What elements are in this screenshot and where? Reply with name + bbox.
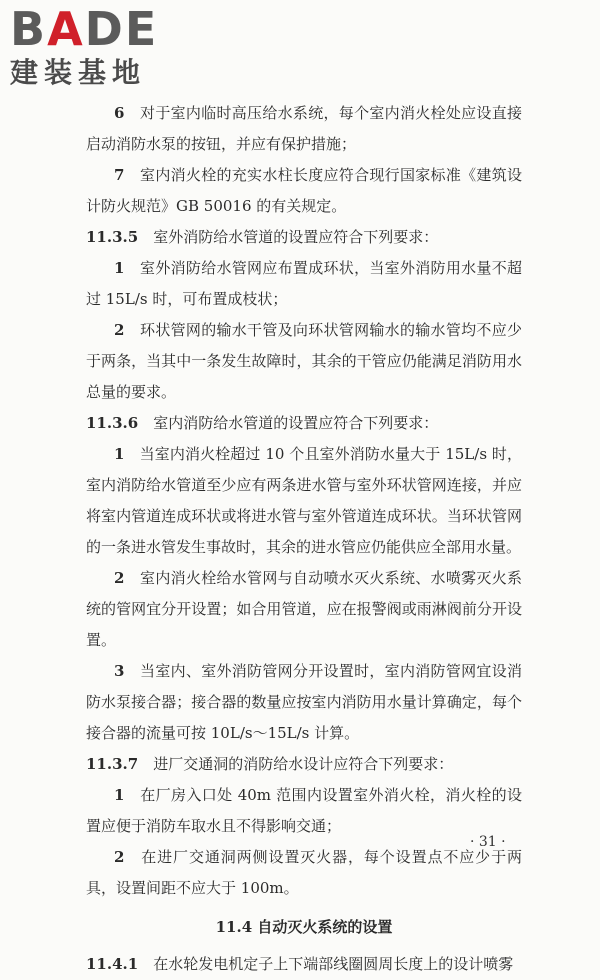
item-number: 7 (114, 166, 125, 184)
logo-subtitle: 建装基地 (10, 56, 147, 89)
document-body (86, 98, 522, 980)
clause-11-3-6 (86, 408, 522, 439)
clause-11-3-5 (86, 222, 522, 253)
clause-11-4-1 (86, 949, 522, 980)
item-number: 3 (114, 662, 125, 680)
paragraph-6 (86, 98, 522, 160)
logo-letters-de: DE (84, 2, 159, 56)
item-text: 环状管网的输水干管及向环状管网输水的输水管均不应少于两条，当其中一条发生故障时，其余的干管应仍能满足消防用水总量的要求。 (86, 321, 522, 401)
clause-11-3-6-item-2 (86, 563, 522, 656)
clause-text: 进厂交通洞的消防给水设计应符合下列要求： (153, 755, 454, 773)
clause-number: 11.3.5 (86, 228, 139, 246)
item-number: 1 (114, 445, 125, 463)
clause-text: 室外消防给水管道的设置应符合下列要求： (153, 228, 439, 246)
clause-text: 在水轮发电机定子上下端部线圈圆周长度上的设计喷雾 (153, 955, 514, 973)
clause-11-3-7-item-1 (86, 780, 522, 842)
clause-11-3-6-item-1 (86, 439, 522, 563)
clause-number: 11.4.1 (86, 955, 139, 973)
item-text: 在进厂交通洞两侧设置灭火器，每个设置点不应少于两具，设置间距不应大于 100m。 (86, 848, 522, 897)
clause-11-3-7-item-2 (86, 842, 522, 904)
item-text: 对于室内临时高压给水系统，每个室内消火栓处应设直接启动消防水泵的按钮，并应有保护措施； (86, 104, 522, 153)
section-title-11-4: 11.4 自动灭火系统的设置 (215, 918, 393, 936)
clause-11-3-7 (86, 749, 522, 780)
clause-number: 11.3.6 (86, 414, 139, 432)
item-number: 1 (114, 259, 125, 277)
logo-letter-a: A (47, 2, 85, 56)
clause-11-3-5-item-2 (86, 315, 522, 408)
item-number: 2 (114, 321, 125, 339)
logo-letter-b: B (10, 2, 48, 56)
clause-11-3-6-item-3 (86, 656, 522, 749)
item-number: 6 (114, 104, 125, 122)
item-text: 室外消防给水管网应布置成环状，当室外消防用水量不超过 15L/s 时，可布置成枝状； (86, 259, 522, 308)
item-number: 1 (114, 786, 125, 804)
item-text: 在厂房入口处 40m 范围内设置室外消火栓，消火栓的设置应便于消防车取水且不得影响交通； (86, 786, 522, 835)
item-text: 当室内消火栓超过 10 个且室外消防水量大于 15L/s 时，室内消防给水管道至少应有两条进水管与室外环状管网连接，并应将室内管道连成环状或将进水管与室外管道连成环状。当环状管网的一条进水管发生事故时，其余的进水管应仍能供应全部用水量。 (86, 445, 522, 556)
bade-logo (10, 2, 180, 98)
paragraph-7 (86, 160, 522, 222)
item-number: 2 (114, 848, 125, 866)
clause-11-3-5-item-1 (86, 253, 522, 315)
clause-text: 室内消防给水管道的设置应符合下列要求： (153, 414, 439, 432)
item-text: 当室内、室外消防管网分开设置时，室内消防管网宜设消防水泵接合器；接合器的数量应按室内消防用水量计算确定，每个接合器的流量可按 10L/s～15L/s 计算。 (86, 662, 522, 742)
clause-number: 11.3.7 (86, 755, 139, 773)
logo-wordmark (10, 2, 180, 56)
item-text: 室内消火栓的充实水柱长度应符合现行国家标准《建筑设计防火规范》GB 50016 的有关规定。 (86, 166, 522, 215)
item-number: 2 (114, 569, 125, 587)
page-number: · 31 · (470, 834, 506, 850)
item-text: 室内消火栓给水管网与自动喷水灭火系统、水喷雾灭火系统的管网宜分开设置；如合用管道，应在报警阀或雨淋阀前分开设置。 (86, 569, 522, 649)
